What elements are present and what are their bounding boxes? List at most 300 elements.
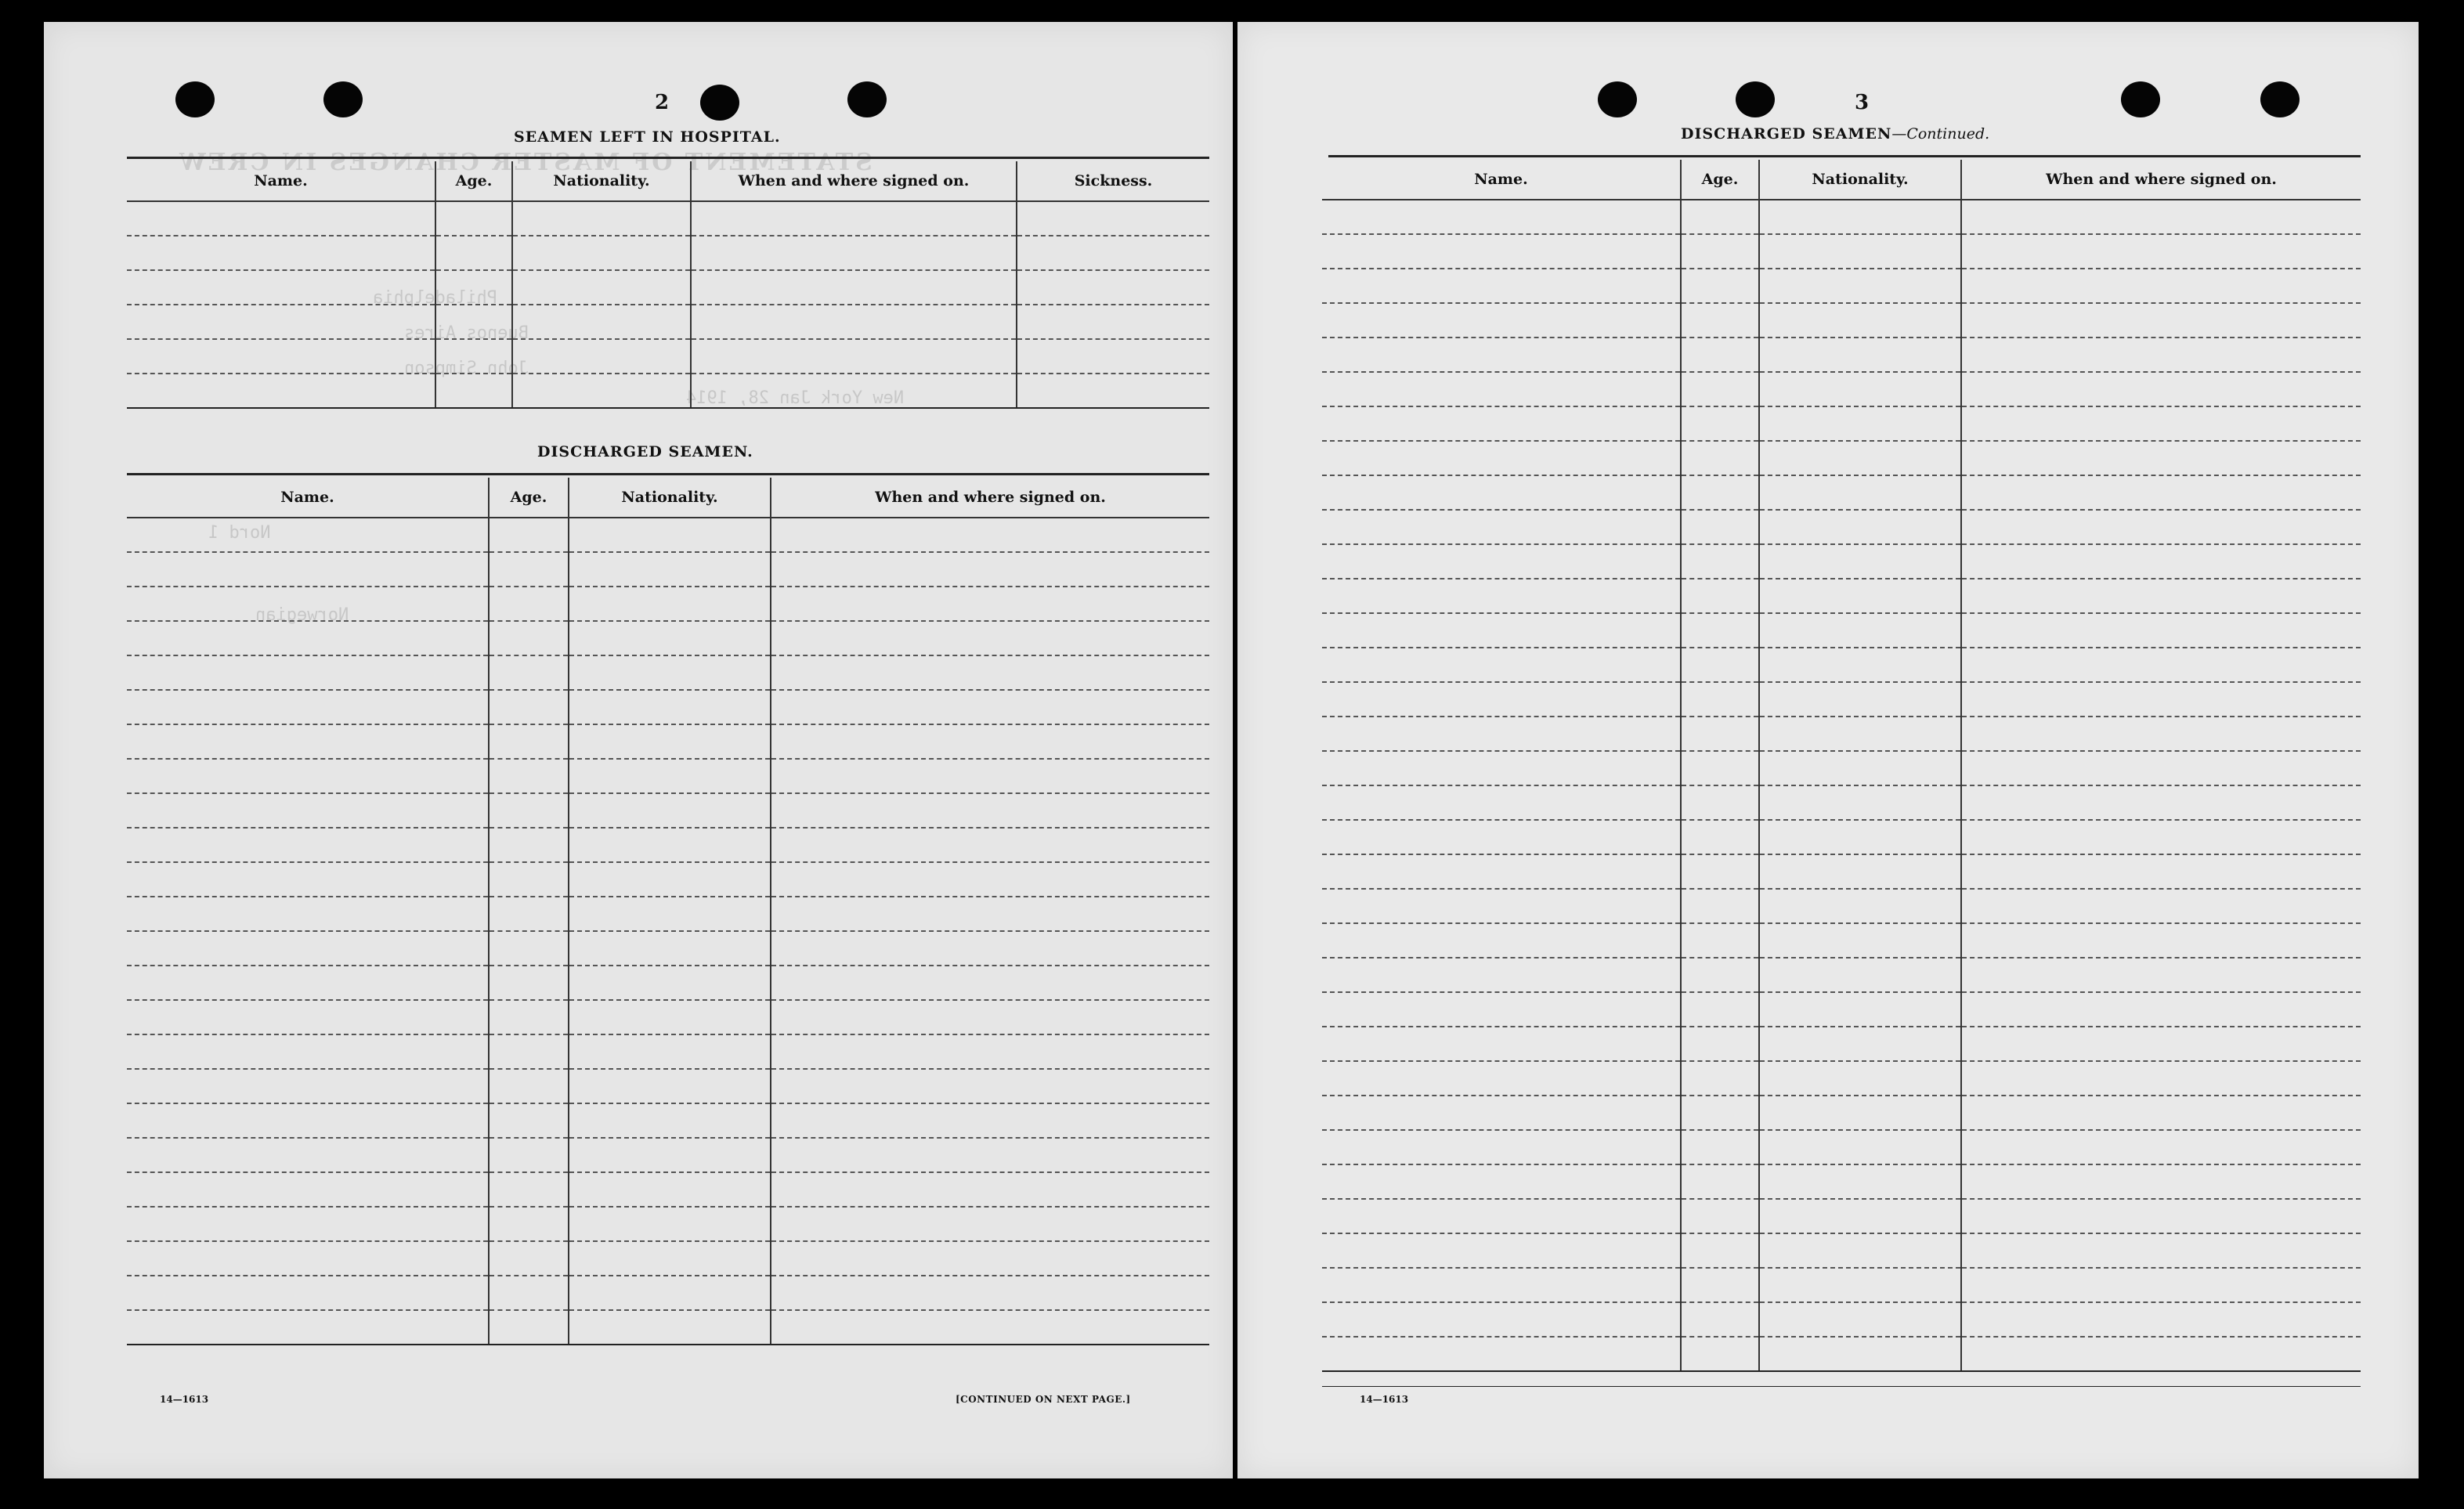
table-cell (1961, 372, 2361, 406)
table-cell (1759, 372, 1961, 406)
table-cell (1322, 785, 1681, 820)
table-row (1322, 854, 2361, 889)
table-cell (1961, 820, 2361, 854)
table-cell (127, 862, 489, 897)
table-cell (1322, 854, 1681, 889)
table-cell (1681, 1027, 1759, 1061)
table-cell (435, 374, 512, 408)
col-name-header: Name. (127, 478, 489, 518)
table-row (1322, 958, 2361, 992)
table-cell (127, 374, 435, 408)
table-cell (569, 966, 771, 1000)
table-row (127, 1000, 1209, 1034)
table-cell (1961, 441, 2361, 475)
table-cell (1961, 854, 2361, 889)
table-cell (1681, 544, 1759, 579)
table-cell (1961, 338, 2361, 372)
table-row (1322, 889, 2361, 923)
table-cell (1322, 441, 1681, 475)
table-cell (771, 828, 1209, 862)
table-row (127, 1034, 1209, 1069)
table-cell (127, 621, 489, 655)
table-cell (569, 1172, 771, 1207)
table-cell (691, 374, 1017, 408)
table-cell (435, 270, 512, 305)
table-cell (1759, 1164, 1961, 1199)
table-cell (771, 1000, 1209, 1034)
table-cell (1681, 1268, 1759, 1302)
table-cell (1322, 269, 1681, 303)
table-cell (1759, 854, 1961, 889)
table-cell (1759, 1061, 1961, 1096)
table-cell (1322, 648, 1681, 682)
table-cell (1759, 406, 1961, 441)
table-cell (512, 374, 691, 408)
table-row (1322, 372, 2361, 406)
discharged-continued-table (1322, 160, 2361, 1372)
table-cell (127, 305, 435, 339)
table-cell (771, 1310, 1209, 1345)
table-cell (1759, 613, 1961, 648)
table-row (1322, 269, 2361, 303)
table-cell (1759, 1027, 1961, 1061)
table-cell (771, 897, 1209, 931)
table-cell (1759, 1130, 1961, 1164)
table-cell (1322, 1302, 1681, 1337)
bleed-through-text: Philadelphia (373, 288, 497, 308)
table-row (127, 1172, 1209, 1207)
table-cell (1322, 544, 1681, 579)
table-cell (691, 270, 1017, 305)
table-cell (1961, 1268, 2361, 1302)
table-cell (127, 1241, 489, 1276)
table-cell (1017, 270, 1209, 305)
table-row (1322, 717, 2361, 751)
table-row (127, 270, 1209, 305)
col-signed-on-header: When and where signed on. (691, 161, 1017, 201)
continued-section-title (1681, 125, 1989, 143)
table-cell (127, 897, 489, 931)
table-row (1322, 1130, 2361, 1164)
table-cell (1961, 200, 2361, 234)
table-cell (1681, 441, 1759, 475)
table-row (127, 1103, 1209, 1138)
bleed-through-text: Nord 1 (208, 523, 271, 543)
table-cell (771, 1172, 1209, 1207)
table-cell (691, 339, 1017, 374)
table-cell (1322, 1027, 1681, 1061)
table-cell (771, 552, 1209, 587)
table-cell (489, 552, 569, 587)
table-cell (1759, 682, 1961, 717)
table-cell (569, 621, 771, 655)
table-cell (1961, 717, 2361, 751)
col-nationality-header: Nationality. (1759, 160, 1961, 200)
table-cell (771, 621, 1209, 655)
table-cell (1961, 234, 2361, 269)
table-row (1322, 820, 2361, 854)
table-cell (489, 931, 569, 966)
punch-hole (175, 81, 215, 117)
table-cell (1681, 923, 1759, 958)
table-cell (1322, 613, 1681, 648)
table-cell (1961, 1130, 2361, 1164)
table-cell (1681, 406, 1759, 441)
table-cell (1681, 1061, 1759, 1096)
table-row (1322, 303, 2361, 338)
table-cell (569, 587, 771, 621)
table-row (127, 518, 1209, 552)
table-cell (127, 1310, 489, 1345)
table-cell (127, 655, 489, 690)
table-cell (512, 270, 691, 305)
table-row (127, 1138, 1209, 1172)
continued-note: [CONTINUED ON NEXT PAGE.] (956, 1394, 1131, 1405)
table-cell (127, 793, 489, 828)
table-cell (1322, 372, 1681, 406)
table-row (1322, 1061, 2361, 1096)
table-cell (569, 862, 771, 897)
table-cell (1759, 269, 1961, 303)
table-cell (489, 793, 569, 828)
table-cell (569, 1069, 771, 1103)
table-row (1322, 406, 2361, 441)
table-cell (1759, 338, 1961, 372)
table-cell (489, 655, 569, 690)
table-cell (1322, 1233, 1681, 1268)
section-rule (1328, 155, 2361, 157)
table-cell (1681, 648, 1759, 682)
col-signed-on-header: When and where signed on. (771, 478, 1209, 518)
punch-hole (847, 81, 887, 117)
table-cell (1017, 339, 1209, 374)
table-cell (512, 236, 691, 270)
table-cell (569, 1034, 771, 1069)
table-cell (1759, 785, 1961, 820)
table-row (127, 1207, 1209, 1241)
table-row (1322, 648, 2361, 682)
table-cell (1681, 1199, 1759, 1233)
table-cell (771, 1103, 1209, 1138)
table-cell (1961, 579, 2361, 613)
table-row (127, 552, 1209, 587)
table-row (127, 236, 1209, 270)
section-rule (127, 473, 1209, 475)
table-cell (1759, 648, 1961, 682)
title-main: DISCHARGED SEAMEN (1681, 125, 1892, 143)
table-cell (127, 759, 489, 793)
table-cell (1961, 1096, 2361, 1130)
table-row (127, 201, 1209, 236)
table-cell (569, 1241, 771, 1276)
table-cell (771, 655, 1209, 690)
table-cell (1759, 441, 1961, 475)
table-cell (1961, 1061, 2361, 1096)
table-cell (771, 1069, 1209, 1103)
table-cell (1961, 785, 2361, 820)
table-cell (1322, 820, 1681, 854)
table-cell (489, 1310, 569, 1345)
bleed-through-text: Norwegian (255, 605, 349, 625)
table-cell (489, 1000, 569, 1034)
table-cell (127, 724, 489, 759)
table-cell (771, 1034, 1209, 1069)
table-cell (569, 690, 771, 724)
table-cell (1961, 406, 2361, 441)
table-cell (1961, 889, 2361, 923)
table-row (1322, 234, 2361, 269)
punch-hole (1598, 81, 1637, 117)
left-page (44, 22, 1233, 1478)
table-cell (1017, 201, 1209, 236)
punch-hole (323, 81, 363, 117)
table-cell (1759, 717, 1961, 751)
table-cell (1759, 544, 1961, 579)
col-name-header: Name. (1322, 160, 1681, 200)
table-cell (1961, 1199, 2361, 1233)
table-row (127, 759, 1209, 793)
table-cell (569, 1276, 771, 1310)
table-cell (1681, 200, 1759, 234)
table-cell (127, 931, 489, 966)
punch-hole (700, 85, 739, 121)
col-age-header: Age. (1681, 160, 1759, 200)
table-cell (1759, 923, 1961, 958)
col-nationality-header: Nationality. (569, 478, 771, 518)
table-row (127, 724, 1209, 759)
table-cell (127, 1034, 489, 1069)
table-cell (569, 1310, 771, 1345)
table-cell (771, 690, 1209, 724)
table-cell (127, 1172, 489, 1207)
table-row (1322, 992, 2361, 1027)
table-row (1322, 579, 2361, 613)
table-row (127, 897, 1209, 931)
table-cell (569, 931, 771, 966)
table-cell (1759, 820, 1961, 854)
table-cell (569, 793, 771, 828)
table-row (127, 690, 1209, 724)
table-cell (1681, 1096, 1759, 1130)
form-number: 14—1613 (160, 1394, 209, 1405)
table-cell (127, 201, 435, 236)
table-cell (1322, 200, 1681, 234)
table-cell (1681, 510, 1759, 544)
table-cell (489, 1069, 569, 1103)
table-row (127, 587, 1209, 621)
right-page (1237, 22, 2419, 1478)
table-row (127, 655, 1209, 690)
table-cell (127, 966, 489, 1000)
table-row (1322, 1027, 2361, 1061)
table-cell (1322, 717, 1681, 751)
table-cell (1681, 579, 1759, 613)
table-cell (569, 518, 771, 552)
table-cell (1681, 1130, 1759, 1164)
table-cell (569, 552, 771, 587)
table-cell (1759, 958, 1961, 992)
table-cell (1681, 269, 1759, 303)
table-cell (489, 518, 569, 552)
table-cell (1961, 923, 2361, 958)
table-cell (127, 1000, 489, 1034)
table-cell (127, 1103, 489, 1138)
discharged-table (127, 478, 1209, 1345)
bleed-through-text: John Simpson (404, 359, 529, 378)
table-cell (1961, 1302, 2361, 1337)
table-cell (771, 587, 1209, 621)
table-cell (435, 201, 512, 236)
table-cell (1681, 475, 1759, 510)
table-cell (435, 236, 512, 270)
table-cell (771, 862, 1209, 897)
table-cell (1322, 751, 1681, 785)
table-row (127, 374, 1209, 408)
table-row (127, 305, 1209, 339)
table-row (1322, 1164, 2361, 1199)
table-row (1322, 923, 2361, 958)
table-cell (1017, 236, 1209, 270)
table-cell (1759, 1233, 1961, 1268)
table-cell (771, 759, 1209, 793)
table-cell (1759, 751, 1961, 785)
table-cell (489, 1276, 569, 1310)
table-cell (1681, 785, 1759, 820)
table-cell (1961, 544, 2361, 579)
table-row (1322, 475, 2361, 510)
table-cell (1961, 1164, 2361, 1199)
table-cell (569, 828, 771, 862)
table-cell (512, 201, 691, 236)
table-cell (1681, 1233, 1759, 1268)
table-row (127, 966, 1209, 1000)
table-row (127, 339, 1209, 374)
table-cell (771, 724, 1209, 759)
punch-hole (2121, 81, 2160, 117)
table-cell (1017, 374, 1209, 408)
table-cell (1322, 1268, 1681, 1302)
col-age-header: Age. (489, 478, 569, 518)
table-row (1322, 1199, 2361, 1233)
col-sickness-header: Sickness. (1017, 161, 1209, 201)
table-row (1322, 544, 2361, 579)
table-cell (1759, 1302, 1961, 1337)
table-cell (771, 1241, 1209, 1276)
col-signed-on-header: When and where signed on. (1961, 160, 2361, 200)
table-cell (1759, 200, 1961, 234)
table-cell (1961, 475, 2361, 510)
table-cell (489, 862, 569, 897)
table-cell (1681, 751, 1759, 785)
table-row (127, 931, 1209, 966)
discharged-section-title: DISCHARGED SEAMEN. (537, 443, 753, 460)
table-row (1322, 200, 2361, 234)
table-cell (771, 793, 1209, 828)
table-cell (1681, 338, 1759, 372)
table-cell (771, 1138, 1209, 1172)
table-cell (1017, 305, 1209, 339)
page-number: 2 (655, 91, 670, 114)
table-cell (1322, 579, 1681, 613)
table-cell (569, 1138, 771, 1172)
table-cell (1322, 1096, 1681, 1130)
table-cell (1759, 234, 1961, 269)
table-cell (1759, 1337, 1961, 1371)
table-cell (127, 1138, 489, 1172)
table-cell (569, 724, 771, 759)
table-row (1322, 1337, 2361, 1371)
table-cell (127, 270, 435, 305)
bleed-through-text: Buenos Aires (404, 323, 529, 343)
col-nationality-header: Nationality. (512, 161, 691, 201)
table-cell (489, 690, 569, 724)
table-row (1322, 751, 2361, 785)
table-cell (771, 966, 1209, 1000)
table-cell (435, 339, 512, 374)
table-cell (1322, 1130, 1681, 1164)
table-row (127, 793, 1209, 828)
table-cell (435, 305, 512, 339)
table-cell (1681, 1302, 1759, 1337)
page-number: 3 (1855, 91, 1870, 114)
table-row (1322, 1268, 2361, 1302)
table-cell (1961, 269, 2361, 303)
table-cell (127, 690, 489, 724)
table-cell (512, 339, 691, 374)
table-cell (691, 236, 1017, 270)
table-row (1322, 1096, 2361, 1130)
col-name-header: Name. (127, 161, 435, 201)
table-cell (771, 1276, 1209, 1310)
table-cell (1681, 992, 1759, 1027)
table-cell (1759, 889, 1961, 923)
table-cell (1681, 854, 1759, 889)
table-cell (1322, 234, 1681, 269)
table-cell (771, 518, 1209, 552)
table-cell (771, 1207, 1209, 1241)
table-cell (1759, 475, 1961, 510)
table-cell (771, 931, 1209, 966)
table-cell (1681, 717, 1759, 751)
table-cell (1961, 682, 2361, 717)
table-cell (1759, 579, 1961, 613)
table-cell (1961, 958, 2361, 992)
table-cell (489, 966, 569, 1000)
table-cell (1322, 338, 1681, 372)
table-cell (1322, 889, 1681, 923)
table-cell (1322, 992, 1681, 1027)
col-age-header: Age. (435, 161, 512, 201)
title-continued: —Continued. (1891, 125, 1990, 143)
table-cell (1759, 1199, 1961, 1233)
table-cell (691, 201, 1017, 236)
table-cell (489, 897, 569, 931)
table-cell (1681, 372, 1759, 406)
table-cell (691, 305, 1017, 339)
table-cell (127, 339, 435, 374)
table-cell (127, 1207, 489, 1241)
table-cell (1322, 923, 1681, 958)
table-row (1322, 338, 2361, 372)
table-cell (1961, 1337, 2361, 1371)
table-cell (1681, 820, 1759, 854)
table-cell (127, 1276, 489, 1310)
table-row (1322, 613, 2361, 648)
table-cell (489, 1241, 569, 1276)
table-cell (1681, 958, 1759, 992)
table-cell (1681, 234, 1759, 269)
table-cell (1759, 992, 1961, 1027)
